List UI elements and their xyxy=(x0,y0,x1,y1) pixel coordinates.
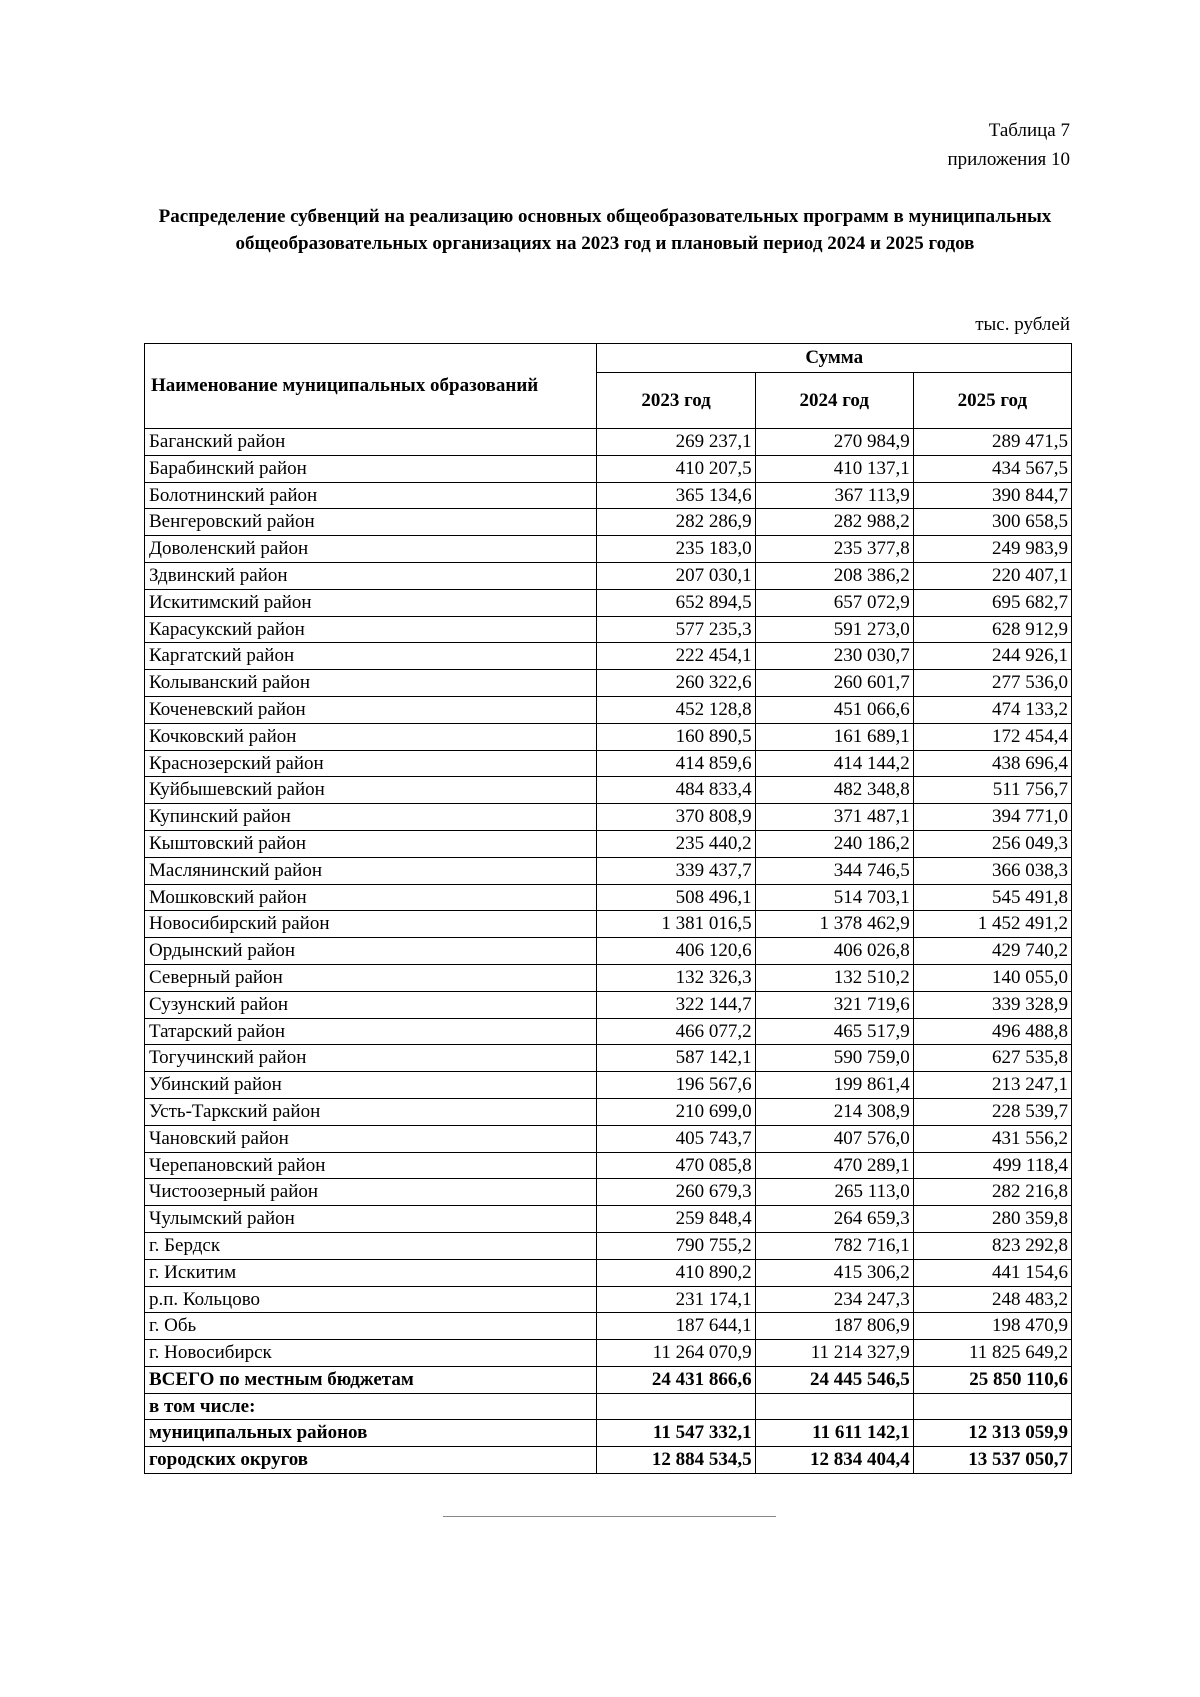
value-cell-2024: 782 716,1 xyxy=(755,1232,913,1259)
value-cell-2025: 228 539,7 xyxy=(913,1098,1071,1125)
value-cell-2024: 451 066,6 xyxy=(755,696,913,723)
value-cell-2025: 434 567,5 xyxy=(913,455,1071,482)
value-cell-2025: 198 470,9 xyxy=(913,1313,1071,1340)
value-cell-2024: 344 746,5 xyxy=(755,857,913,884)
table-row xyxy=(145,643,1072,670)
value-cell-2024: 199 861,4 xyxy=(755,1072,913,1099)
value-cell-2024: 367 113,9 xyxy=(755,482,913,509)
value-cell-2025: 256 049,3 xyxy=(913,830,1071,857)
value-cell-2025: 300 658,5 xyxy=(913,509,1071,536)
value-cell-2024: 11 214 327,9 xyxy=(755,1340,913,1367)
value-cell-2024: 187 806,9 xyxy=(755,1313,913,1340)
value-cell-2024: 265 113,0 xyxy=(755,1179,913,1206)
column-header-sum: Сумма xyxy=(597,344,1072,373)
row-name: Ордынский район xyxy=(145,938,597,965)
table-row xyxy=(145,1072,1072,1099)
value-cell-2024: 235 377,8 xyxy=(755,536,913,563)
table-row xyxy=(145,804,1072,831)
value-cell-2023: 235 440,2 xyxy=(597,830,755,857)
table-row xyxy=(145,884,1072,911)
value-cell-2024: 414 144,2 xyxy=(755,750,913,777)
value-cell-2024: 11 611 142,1 xyxy=(755,1420,913,1447)
value-cell-2023: 12 884 534,5 xyxy=(597,1447,755,1474)
table-row xyxy=(145,991,1072,1018)
value-cell-2023: 414 859,6 xyxy=(597,750,755,777)
row-name: Барабинский район xyxy=(145,455,597,482)
column-header-2023: 2023 год xyxy=(597,373,755,429)
value-cell-2024: 465 517,9 xyxy=(755,1018,913,1045)
row-name: Усть-Таркский район xyxy=(145,1098,597,1125)
value-cell-2025 xyxy=(913,1393,1071,1420)
row-name: Убинский район xyxy=(145,1072,597,1099)
value-cell-2025: 213 247,1 xyxy=(913,1072,1071,1099)
value-cell-2023: 508 496,1 xyxy=(597,884,755,911)
row-name: Венгеровский район xyxy=(145,509,597,536)
value-cell-2024: 406 026,8 xyxy=(755,938,913,965)
table-body xyxy=(145,429,1072,1474)
value-cell-2023 xyxy=(597,1393,755,1420)
row-name: Коченевский район xyxy=(145,696,597,723)
value-cell-2023: 410 207,5 xyxy=(597,455,755,482)
row-name: р.п. Кольцово xyxy=(145,1286,597,1313)
value-cell-2025: 11 825 649,2 xyxy=(913,1340,1071,1367)
value-cell-2025: 823 292,8 xyxy=(913,1232,1071,1259)
row-name: Чистоозерный район xyxy=(145,1179,597,1206)
value-cell-2025: 431 556,2 xyxy=(913,1125,1071,1152)
row-name: Тогучинский район xyxy=(145,1045,597,1072)
value-cell-2025: 394 771,0 xyxy=(913,804,1071,831)
value-cell-2025: 628 912,9 xyxy=(913,616,1071,643)
table-row xyxy=(145,723,1072,750)
subvention-table xyxy=(144,343,1072,1474)
value-cell-2025: 244 926,1 xyxy=(913,643,1071,670)
value-cell-2023: 187 644,1 xyxy=(597,1313,755,1340)
value-cell-2025: 140 055,0 xyxy=(913,964,1071,991)
value-cell-2024: 321 719,6 xyxy=(755,991,913,1018)
row-name: г. Новосибирск xyxy=(145,1340,597,1367)
value-cell-2025: 172 454,4 xyxy=(913,723,1071,750)
value-cell-2024: 208 386,2 xyxy=(755,562,913,589)
row-name: г. Бердск xyxy=(145,1232,597,1259)
table-row xyxy=(145,429,1072,456)
value-cell-2023: 132 326,3 xyxy=(597,964,755,991)
value-cell-2025: 366 038,3 xyxy=(913,857,1071,884)
table-label: Таблица 7 xyxy=(988,120,1070,141)
row-name: Кыштовский район xyxy=(145,830,597,857)
row-name: Сузунский район xyxy=(145,991,597,1018)
row-name: ВСЕГО по местным бюджетам xyxy=(145,1366,597,1393)
appendix-label: приложения 10 xyxy=(947,149,1070,170)
value-cell-2025: 339 328,9 xyxy=(913,991,1071,1018)
value-cell-2023: 222 454,1 xyxy=(597,643,755,670)
value-cell-2024: 410 137,1 xyxy=(755,455,913,482)
table-row xyxy=(145,482,1072,509)
column-header-name: Наименование муниципальных образований xyxy=(145,344,597,429)
units-label: тыс. рублей xyxy=(975,314,1070,335)
value-cell-2025: 220 407,1 xyxy=(913,562,1071,589)
value-cell-2025: 277 536,0 xyxy=(913,670,1071,697)
table-row xyxy=(145,1286,1072,1313)
row-name: Чановский район xyxy=(145,1125,597,1152)
value-cell-2024: 482 348,8 xyxy=(755,777,913,804)
value-cell-2023: 365 134,6 xyxy=(597,482,755,509)
value-cell-2025: 627 535,8 xyxy=(913,1045,1071,1072)
value-cell-2024 xyxy=(755,1393,913,1420)
row-name: Северный район xyxy=(145,964,597,991)
row-name: Болотнинский район xyxy=(145,482,597,509)
value-cell-2023: 160 890,5 xyxy=(597,723,755,750)
value-cell-2023: 1 381 016,5 xyxy=(597,911,755,938)
table-row xyxy=(145,1152,1072,1179)
value-cell-2024: 470 289,1 xyxy=(755,1152,913,1179)
value-cell-2025: 499 118,4 xyxy=(913,1152,1071,1179)
row-name: Купинский район xyxy=(145,804,597,831)
value-cell-2025: 496 488,8 xyxy=(913,1018,1071,1045)
column-header-2024: 2024 год xyxy=(755,373,913,429)
table-row xyxy=(145,670,1072,697)
value-cell-2024: 161 689,1 xyxy=(755,723,913,750)
value-cell-2023: 231 174,1 xyxy=(597,1286,755,1313)
row-name: Карасукский район xyxy=(145,616,597,643)
table-row xyxy=(145,696,1072,723)
value-cell-2025: 248 483,2 xyxy=(913,1286,1071,1313)
table-row xyxy=(145,1340,1072,1367)
value-cell-2023: 577 235,3 xyxy=(597,616,755,643)
value-cell-2024: 230 030,7 xyxy=(755,643,913,670)
row-name: г. Искитим xyxy=(145,1259,597,1286)
value-cell-2024: 590 759,0 xyxy=(755,1045,913,1072)
value-cell-2025: 438 696,4 xyxy=(913,750,1071,777)
value-cell-2023: 484 833,4 xyxy=(597,777,755,804)
row-name: Колыванский район xyxy=(145,670,597,697)
row-name: муниципальных районов xyxy=(145,1420,597,1447)
table-row xyxy=(145,1259,1072,1286)
value-cell-2024: 12 834 404,4 xyxy=(755,1447,913,1474)
value-cell-2025: 474 133,2 xyxy=(913,696,1071,723)
table-row xyxy=(145,938,1072,965)
value-cell-2025: 280 359,8 xyxy=(913,1206,1071,1233)
table-row xyxy=(145,1420,1072,1447)
table-row xyxy=(145,1206,1072,1233)
row-name: Доволенский район xyxy=(145,536,597,563)
row-name: Искитимский район xyxy=(145,589,597,616)
value-cell-2023: 466 077,2 xyxy=(597,1018,755,1045)
value-cell-2023: 210 699,0 xyxy=(597,1098,755,1125)
value-cell-2023: 470 085,8 xyxy=(597,1152,755,1179)
value-cell-2023: 452 128,8 xyxy=(597,696,755,723)
row-name: Каргатский район xyxy=(145,643,597,670)
value-cell-2023: 405 743,7 xyxy=(597,1125,755,1152)
table-row xyxy=(145,1018,1072,1045)
table-row xyxy=(145,1098,1072,1125)
value-cell-2023: 24 431 866,6 xyxy=(597,1366,755,1393)
value-cell-2025: 13 537 050,7 xyxy=(913,1447,1071,1474)
value-cell-2024: 214 308,9 xyxy=(755,1098,913,1125)
value-cell-2025: 545 491,8 xyxy=(913,884,1071,911)
value-cell-2024: 415 306,2 xyxy=(755,1259,913,1286)
value-cell-2025: 511 756,7 xyxy=(913,777,1071,804)
value-cell-2025: 390 844,7 xyxy=(913,482,1071,509)
value-cell-2024: 514 703,1 xyxy=(755,884,913,911)
table-row xyxy=(145,509,1072,536)
value-cell-2023: 339 437,7 xyxy=(597,857,755,884)
value-cell-2025: 1 452 491,2 xyxy=(913,911,1071,938)
row-name: Новосибирский район xyxy=(145,911,597,938)
value-cell-2024: 282 988,2 xyxy=(755,509,913,536)
value-cell-2024: 1 378 462,9 xyxy=(755,911,913,938)
row-name: городских округов xyxy=(145,1447,597,1474)
value-cell-2023: 652 894,5 xyxy=(597,589,755,616)
table-row xyxy=(145,964,1072,991)
table-row xyxy=(145,562,1072,589)
value-cell-2023: 196 567,6 xyxy=(597,1072,755,1099)
value-cell-2023: 235 183,0 xyxy=(597,536,755,563)
value-cell-2025: 441 154,6 xyxy=(913,1259,1071,1286)
value-cell-2025: 695 682,7 xyxy=(913,589,1071,616)
row-name: Черепановский район xyxy=(145,1152,597,1179)
value-cell-2023: 269 237,1 xyxy=(597,429,755,456)
row-name: Чулымский район xyxy=(145,1206,597,1233)
row-name: Мошковский район xyxy=(145,884,597,911)
value-cell-2023: 260 322,6 xyxy=(597,670,755,697)
row-name: Здвинский район xyxy=(145,562,597,589)
row-name: Баганский район xyxy=(145,429,597,456)
table-row xyxy=(145,455,1072,482)
value-cell-2025: 429 740,2 xyxy=(913,938,1071,965)
row-name: Кочковский район xyxy=(145,723,597,750)
value-cell-2024: 657 072,9 xyxy=(755,589,913,616)
value-cell-2024: 270 984,9 xyxy=(755,429,913,456)
value-cell-2023: 11 547 332,1 xyxy=(597,1420,755,1447)
row-name: г. Обь xyxy=(145,1313,597,1340)
table-row xyxy=(145,830,1072,857)
value-cell-2023: 11 264 070,9 xyxy=(597,1340,755,1367)
value-cell-2023: 406 120,6 xyxy=(597,938,755,965)
table-row xyxy=(145,1179,1072,1206)
table-row xyxy=(145,1366,1072,1393)
value-cell-2025: 289 471,5 xyxy=(913,429,1071,456)
value-cell-2023: 790 755,2 xyxy=(597,1232,755,1259)
row-name: Краснозерский район xyxy=(145,750,597,777)
row-name: в том числе: xyxy=(145,1393,597,1420)
value-cell-2023: 370 808,9 xyxy=(597,804,755,831)
table-row xyxy=(145,589,1072,616)
value-cell-2023: 410 890,2 xyxy=(597,1259,755,1286)
footer-divider xyxy=(443,1516,776,1517)
value-cell-2025: 249 983,9 xyxy=(913,536,1071,563)
value-cell-2024: 264 659,3 xyxy=(755,1206,913,1233)
table-row xyxy=(145,750,1072,777)
value-cell-2023: 282 286,9 xyxy=(597,509,755,536)
value-cell-2025: 25 850 110,6 xyxy=(913,1366,1071,1393)
value-cell-2023: 260 679,3 xyxy=(597,1179,755,1206)
table-row xyxy=(145,1125,1072,1152)
table-row xyxy=(145,1232,1072,1259)
value-cell-2024: 371 487,1 xyxy=(755,804,913,831)
table-row xyxy=(145,1447,1072,1474)
row-name: Татарский район xyxy=(145,1018,597,1045)
value-cell-2023: 259 848,4 xyxy=(597,1206,755,1233)
row-name: Маслянинский район xyxy=(145,857,597,884)
value-cell-2024: 240 186,2 xyxy=(755,830,913,857)
value-cell-2025: 282 216,8 xyxy=(913,1179,1071,1206)
value-cell-2024: 260 601,7 xyxy=(755,670,913,697)
value-cell-2024: 132 510,2 xyxy=(755,964,913,991)
value-cell-2024: 591 273,0 xyxy=(755,616,913,643)
value-cell-2023: 322 144,7 xyxy=(597,991,755,1018)
table-row xyxy=(145,1313,1072,1340)
row-name: Куйбышевский район xyxy=(145,777,597,804)
value-cell-2025: 12 313 059,9 xyxy=(913,1420,1071,1447)
table-row xyxy=(145,536,1072,563)
table-row xyxy=(145,857,1072,884)
table-row xyxy=(145,1045,1072,1072)
value-cell-2023: 587 142,1 xyxy=(597,1045,755,1072)
table-row xyxy=(145,616,1072,643)
table-row xyxy=(145,777,1072,804)
value-cell-2024: 24 445 546,5 xyxy=(755,1366,913,1393)
table-row xyxy=(145,911,1072,938)
column-header-2025: 2025 год xyxy=(913,373,1071,429)
value-cell-2023: 207 030,1 xyxy=(597,562,755,589)
document-title: Распределение субвенций на реализацию основных общеобразовательных программ в муниципальных общеобразовательных организациях на 2023 год и плановый период 2024 и 2025 годов xyxy=(158,206,1052,254)
value-cell-2024: 407 576,0 xyxy=(755,1125,913,1152)
value-cell-2024: 234 247,3 xyxy=(755,1286,913,1313)
table-row xyxy=(145,1393,1072,1420)
